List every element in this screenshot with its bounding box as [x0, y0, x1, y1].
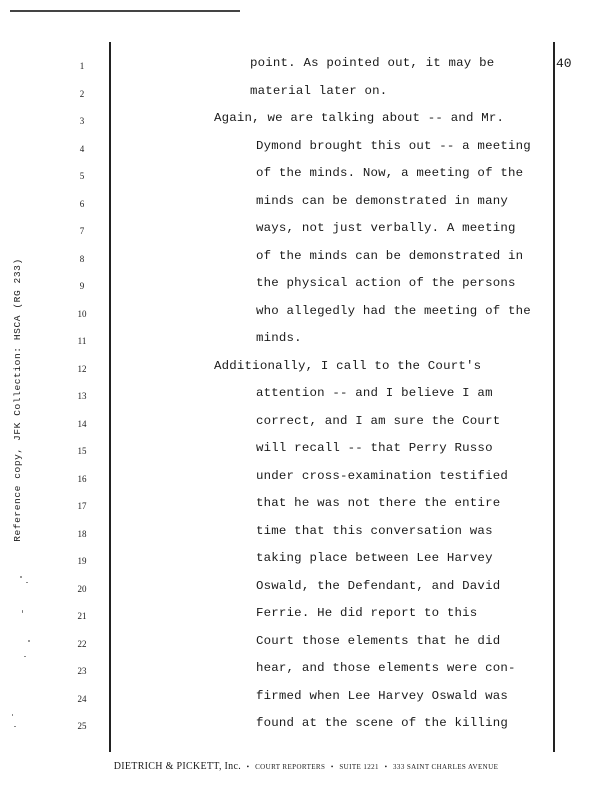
transcript-line	[0, 276, 612, 296]
footer-address: 333 SAINT CHARLES AVENUE	[393, 763, 499, 771]
line-text: taking place between Lee Harvey	[256, 551, 493, 565]
line-number: 7	[79, 226, 85, 236]
line-number: 12	[77, 363, 87, 374]
line-text: of the minds. Now, a meeting of the	[256, 166, 524, 180]
line-text: material later on.	[250, 83, 388, 98]
line-number: 16	[77, 473, 87, 484]
footer-suite: SUITE 1221	[339, 763, 379, 771]
transcript-line	[0, 166, 612, 186]
line-number: 22	[77, 638, 87, 649]
footer-firm: DIETRICH & PICKETT, Inc.	[113, 761, 242, 772]
line-text: Oswald, the Defendant, and David	[256, 578, 501, 593]
line-number: 24	[77, 693, 87, 704]
line-text: Dymond brought this out -- a meeting	[256, 138, 531, 153]
transcript-line	[0, 84, 612, 104]
line-number: 21	[77, 611, 87, 621]
line-text: Ferrie. He did report to this	[256, 606, 478, 620]
line-number: 5	[79, 171, 85, 181]
margin-speck	[24, 656, 26, 657]
line-text: will recall -- that Perry Russo	[256, 441, 493, 455]
archive-side-note: Reference copy, JFK Collection: HSCA (RG 233)	[12, 258, 23, 542]
line-number: 17	[77, 501, 87, 511]
line-text: Additionally, I call to the Court's	[214, 358, 482, 373]
footer-separator: •	[246, 763, 250, 771]
transcript-line	[0, 661, 612, 681]
line-number: 25	[77, 721, 87, 731]
line-number: 9	[79, 281, 85, 291]
line-text: point. As pointed out, it may be	[250, 56, 495, 70]
line-number: 23	[77, 666, 87, 676]
line-text: under cross-examination testified	[256, 468, 508, 483]
transcript-line	[0, 304, 612, 324]
transcript-line	[0, 551, 612, 571]
transcript-line	[0, 359, 612, 379]
transcript-line	[0, 634, 612, 654]
line-number: 11	[77, 336, 87, 346]
top-rule	[10, 10, 240, 12]
line-number: 18	[77, 528, 87, 539]
transcript-line	[0, 606, 612, 626]
line-text: time that this conversation was	[256, 523, 493, 538]
line-number: 15	[77, 446, 87, 456]
transcript-line	[0, 524, 612, 544]
line-number: 19	[77, 556, 87, 566]
transcript-line	[0, 111, 612, 131]
line-text: that he was not there the entire	[256, 496, 501, 510]
line-number: 2	[79, 88, 85, 99]
line-text: hear, and those elements were con-	[256, 661, 516, 675]
line-text: attention -- and I believe I am	[256, 386, 493, 400]
footer-separator: •	[384, 763, 388, 771]
transcript-line	[0, 249, 612, 269]
footer-role: COURT REPORTERS	[255, 763, 326, 771]
line-number: 20	[77, 583, 87, 594]
transcript-line	[0, 579, 612, 599]
line-text: found at the scene of the killing	[256, 716, 508, 730]
transcript-line	[0, 331, 612, 351]
transcript-line	[0, 716, 612, 736]
line-number: 3	[79, 116, 85, 126]
line-text: ways, not just verbally. A meeting	[256, 221, 516, 235]
transcript-line	[0, 496, 612, 516]
line-text: of the minds can be demonstrated in	[256, 248, 524, 263]
page-footer	[0, 761, 612, 772]
line-number: 10	[77, 308, 87, 319]
transcript-line	[0, 386, 612, 406]
line-number: 13	[77, 391, 87, 401]
page-number: 40	[556, 56, 572, 71]
line-text: minds can be demonstrated in many	[256, 193, 508, 208]
transcript-line	[0, 441, 612, 461]
line-text: minds.	[256, 331, 302, 345]
transcript-line	[0, 56, 612, 76]
transcript-line	[0, 139, 612, 159]
line-number: 4	[79, 143, 85, 154]
line-text: Again, we are talking about -- and Mr.	[214, 111, 505, 125]
footer-separator: •	[330, 763, 334, 771]
transcript-line	[0, 194, 612, 214]
transcript-line	[0, 221, 612, 241]
transcript-line	[0, 689, 612, 709]
line-text: Court those elements that he did	[256, 633, 501, 648]
line-text: the physical action of the persons	[256, 276, 516, 290]
line-number: 6	[79, 198, 85, 209]
transcript-line	[0, 414, 612, 434]
line-text: firmed when Lee Harvey Oswald was	[256, 688, 508, 703]
transcript-line	[0, 469, 612, 489]
line-text: who allegedly had the meeting of the	[256, 303, 531, 318]
line-number: 14	[77, 418, 87, 429]
line-number: 8	[79, 253, 85, 264]
line-text: correct, and I am sure the Court	[256, 413, 501, 428]
line-number: 1	[79, 61, 85, 71]
